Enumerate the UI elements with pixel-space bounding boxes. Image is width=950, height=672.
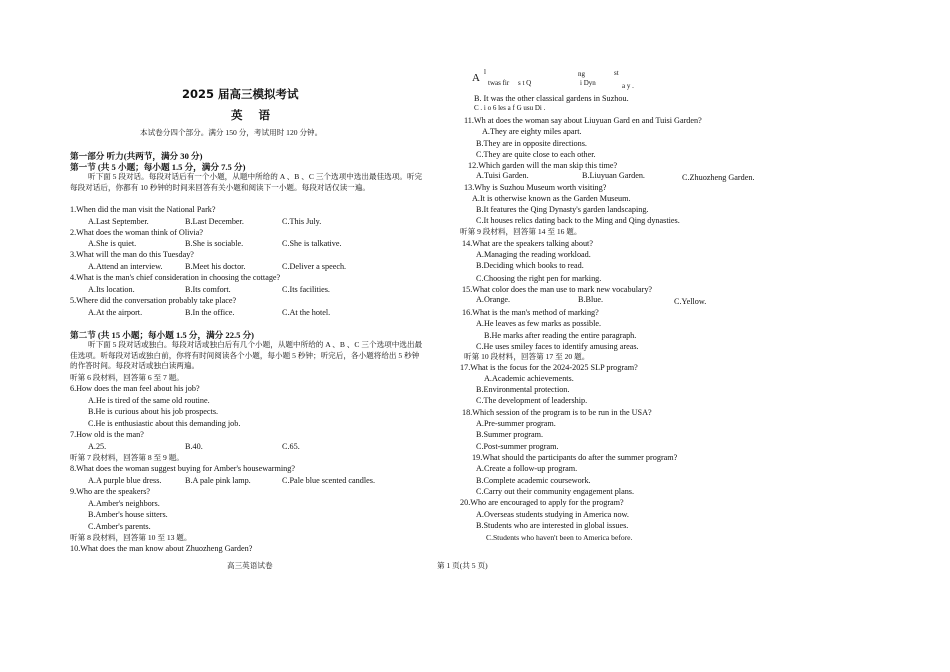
q5-stem: 5.Where did the conversation probably take place? bbox=[70, 296, 237, 305]
scan-artifact: A bbox=[472, 72, 480, 84]
q3-option-a: A.Attend an interview. bbox=[88, 262, 163, 271]
q8-option-a: A.A purple blue dress. bbox=[88, 476, 162, 485]
q3-stem: 3.What will the man do this Tuesday? bbox=[70, 250, 194, 259]
q12-option-a: A.Tuisi Garden. bbox=[476, 171, 529, 180]
section1-title: 第一节 (共 5 小题；每小题 1.5 分，满分 7.5 分) bbox=[70, 162, 246, 172]
q2-option-b: B.She is sociable. bbox=[185, 239, 244, 248]
q13-option-b: B.It features the Qing Dynasty's garden landscaping. bbox=[476, 205, 649, 214]
q1-option-c: C.This July. bbox=[282, 217, 322, 226]
q20-option-a: A.Overseas students studying in America now. bbox=[476, 510, 629, 519]
scan-artifact: s t Q bbox=[518, 79, 532, 87]
q10-option-b: B. It was the other classical gardens in Suzhou. bbox=[474, 94, 629, 103]
q9-stem: 9.Who are the speakers? bbox=[70, 487, 151, 496]
q12-stem: 12.Which garden will the man skip this time? bbox=[468, 161, 618, 170]
exam-notice: 本试卷分四个部分。满分 150 分，考试用时 120 分钟。 bbox=[140, 128, 323, 137]
q9-option-b: B.Amber's house sitters. bbox=[88, 510, 168, 519]
scan-artifact: twas fir bbox=[488, 79, 510, 87]
q2-stem: 2.What does the woman think of Olivia? bbox=[70, 228, 204, 237]
q9-option-c: C.Amber's parents. bbox=[88, 522, 151, 531]
q6-stem: 6.How does the man feel about his job? bbox=[70, 384, 200, 393]
q4-stem: 4.What is the man's chief consideration in choosing the cottage? bbox=[70, 273, 281, 282]
q13-option-a: A.It is otherwise known as the Garden Museum. bbox=[472, 194, 631, 203]
exam-title: 2025 届高三模拟考试 bbox=[182, 87, 299, 101]
scan-artifact: st bbox=[614, 69, 619, 77]
material8-direction: 听第 8 段材料，回答第 10 至 13 题。 bbox=[70, 533, 192, 542]
material9-direction: 听第 9 段材料，回答第 14 至 16 题。 bbox=[460, 227, 582, 236]
q3-option-c: C.Deliver a speech. bbox=[282, 262, 347, 271]
q16-option-a: A.He leaves as few marks as possible. bbox=[476, 319, 602, 328]
q15-option-b: B.Blue. bbox=[578, 295, 604, 304]
q14-option-c: C.Choosing the right pen for marking. bbox=[476, 274, 602, 283]
q10-stem: 10.What does the man know about Zhuozheng Garden? bbox=[70, 544, 253, 553]
q17-stem: 17.What is the focus for the 2024-2025 SLP program? bbox=[460, 363, 638, 372]
q15-stem: 15.What color does the man use to mark new vocabulary? bbox=[462, 285, 653, 294]
q18-option-b: B.Summer program. bbox=[476, 430, 544, 439]
q11-stem: 11.Wh at does the woman say about Liuyuan Gard en and Tuisi Garden? bbox=[464, 116, 702, 125]
section1-directions: 听下面 5 段对话。每段对话后有一个小题，从题中所给的 A 、B 、C 三个选项中选出最佳选项。听完每段对话后，你都有 10 秒钟的时间来回答有关小题和阅读下一小题。每段对话仅读一遍。 bbox=[70, 172, 423, 192]
q13-option-c: C.It houses relics dating back to the Ming and Qing dynasties. bbox=[476, 216, 680, 225]
q19-stem: 19.What should the participants do after the summer program? bbox=[472, 453, 678, 462]
section2-title: 第二节 (共 15 小题；每小题 1.5 分，满分 22.5 分) bbox=[70, 330, 255, 340]
section2-directions: 听下面 5 段对话或独白。每段对话或独白后有几个小题，从题中所给的 A 、B 、C 三个选项中选出最佳选项。听每段对话或独白前，你将有时间阅读各个小题，每小题 5 秒钟；听完后，各小题将给出 5 秒钟的作答时间。每段对话或独白读两遍。 bbox=[70, 340, 423, 370]
q18-option-c: C.Post-summer program. bbox=[476, 442, 559, 451]
q20-stem: 20.Who are encouraged to apply for the program? bbox=[460, 498, 624, 507]
footer-subject: 高三英语试卷 bbox=[227, 561, 273, 570]
q11-option-b: B.They are in opposite directions. bbox=[476, 139, 587, 148]
q16-option-c: C.He uses smiley faces to identify amusing areas. bbox=[476, 342, 639, 351]
q15-option-c: C.Yellow. bbox=[674, 297, 707, 306]
q5-option-c: C.At the hotel. bbox=[282, 308, 331, 317]
q9-option-a: A.Amber's neighbors. bbox=[88, 499, 160, 508]
q16-option-b: B.He marks after reading the entire paragraph. bbox=[484, 331, 637, 340]
material7-direction: 听第 7 段材料，回答第 8 至 9 题。 bbox=[70, 453, 184, 462]
scan-artifact: l bbox=[484, 68, 486, 76]
q16-stem: 16.What is the man's method of marking? bbox=[462, 308, 599, 317]
material10-direction: 听第 10 段材料，回答第 17 至 20 题。 bbox=[464, 352, 590, 361]
q3-option-b: B.Meet his doctor. bbox=[185, 262, 246, 271]
q14-option-a: A.Managing the reading workload. bbox=[476, 250, 591, 259]
q5-option-a: A.At the airport. bbox=[88, 308, 143, 317]
q13-stem: 13.Why is Suzhou Museum worth visiting? bbox=[464, 183, 607, 192]
q4-option-c: C.Its facilities. bbox=[282, 285, 330, 294]
scan-artifact: a y . bbox=[622, 82, 634, 90]
q19-option-c: C.Carry out their community engagement plans. bbox=[476, 487, 635, 496]
q4-option-a: A.Its location. bbox=[88, 285, 135, 294]
q20-option-c: C.Students who haven't been to America before. bbox=[486, 533, 633, 542]
q11-option-c: C.They are quite close to each other. bbox=[476, 150, 596, 159]
q4-option-b: B.Its comfort. bbox=[185, 285, 231, 294]
scan-artifact: i Dyn bbox=[580, 79, 596, 87]
q7-option-c: C.65. bbox=[282, 442, 300, 451]
q17-option-a: A.Academic achievements. bbox=[484, 374, 574, 383]
q20-option-b: B.Students who are interested in global issues. bbox=[476, 521, 629, 530]
q15-option-a: A.Orange. bbox=[476, 295, 511, 304]
q8-stem: 8.What does the woman suggest buying for Amber's housewarming? bbox=[70, 464, 295, 473]
q5-option-b: B.In the office. bbox=[185, 308, 235, 317]
q6-option-c: C.He is enthusiastic about this demanding job. bbox=[88, 419, 241, 428]
q7-option-a: A.25. bbox=[88, 442, 107, 451]
q6-option-a: A.He is tired of the same old routine. bbox=[88, 396, 210, 405]
q8-option-c: C.Pale blue scented candles. bbox=[282, 476, 375, 485]
q1-stem: 1.When did the man visit the National Park? bbox=[70, 205, 216, 214]
q19-option-b: B.Complete academic coursework. bbox=[476, 476, 591, 485]
q2-option-a: A.She is quiet. bbox=[88, 239, 137, 248]
q18-stem: 18.Which session of the program is to be run in the USA? bbox=[462, 408, 652, 417]
q17-option-b: B.Environmental protection. bbox=[476, 385, 570, 394]
footer-page-number: 第 1 页(共 5 页) bbox=[437, 561, 488, 570]
subject-title: 英 语 bbox=[231, 108, 277, 122]
scan-artifact: ng bbox=[578, 70, 585, 78]
scan-artifact: C . i o 6 les a f G usu Di . bbox=[474, 104, 546, 112]
material6-direction: 听第 6 段材料，回答第 6 至 7 题。 bbox=[70, 373, 184, 382]
q12-option-b: B.Liuyuan Garden. bbox=[582, 171, 645, 180]
q19-option-a: A.Create a follow-up program. bbox=[476, 464, 578, 473]
q11-option-a: A.They are eighty miles apart. bbox=[482, 127, 582, 136]
q2-option-c: C.She is talkative. bbox=[282, 239, 342, 248]
q14-option-b: B.Deciding which books to read. bbox=[476, 261, 584, 270]
q18-option-a: A.Pre-summer program. bbox=[476, 419, 556, 428]
q14-stem: 14.What are the speakers talking about? bbox=[462, 239, 593, 248]
q1-option-a: A.Last September. bbox=[88, 217, 149, 226]
q8-option-b: B.A pale pink lamp. bbox=[185, 476, 251, 485]
q7-stem: 7.How old is the man? bbox=[70, 430, 144, 439]
q17-option-c: C.The development of leadership. bbox=[476, 396, 588, 405]
q1-option-b: B.Last December. bbox=[185, 217, 244, 226]
part1-title: 第一部分 听力(共两节，满分 30 分) bbox=[70, 151, 203, 161]
q6-option-b: B.He is curious about his job prospects. bbox=[88, 407, 219, 416]
q12-option-c: C.Zhuozheng Garden. bbox=[682, 173, 755, 182]
q7-option-b: B.40. bbox=[185, 442, 203, 451]
